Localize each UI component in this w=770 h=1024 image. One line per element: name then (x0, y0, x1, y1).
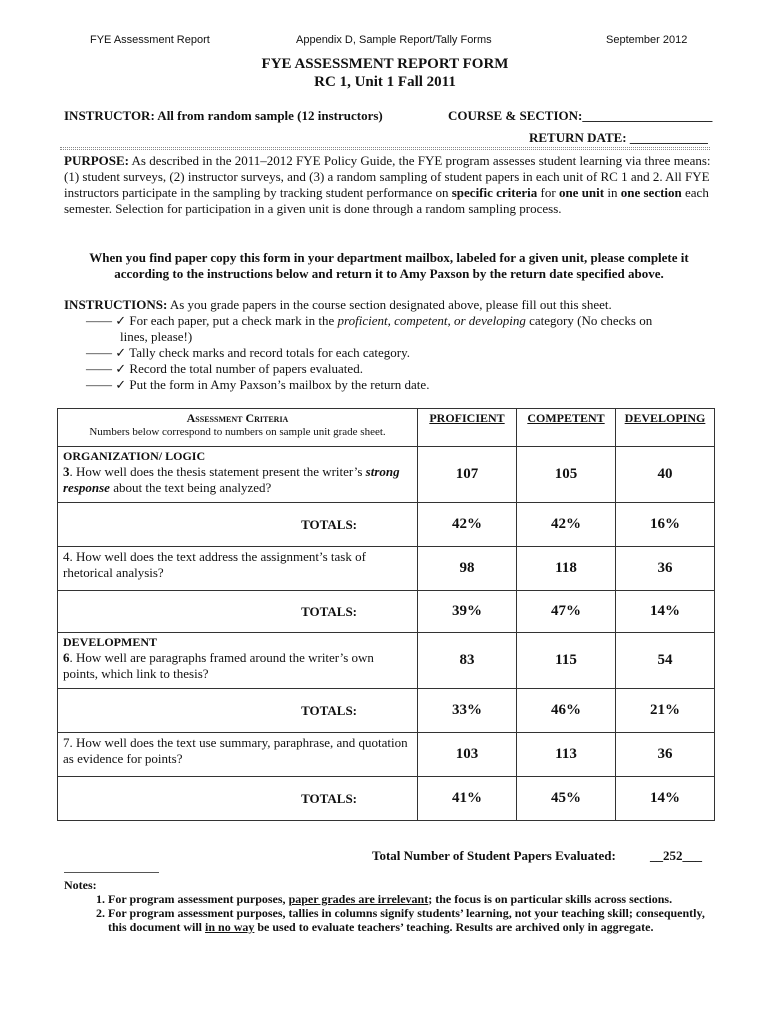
table-row (58, 547, 715, 591)
totals-label: TOTALS: (58, 777, 418, 821)
total-proficient[interactable]: 41% (418, 777, 517, 821)
criterion-emphasis: strong response (63, 464, 400, 495)
note-underline: paper grades are irrelevant (288, 892, 429, 906)
instruction-text: category (No checks on (525, 313, 653, 328)
table-row (58, 447, 715, 503)
criteria-note: Numbers below correspond to numbers on sample unit grade sheet. (89, 426, 386, 438)
divider (60, 149, 710, 150)
tally-competent[interactable]: 115 (517, 633, 616, 689)
assessment-table (57, 408, 715, 821)
return-date-field[interactable]: RETURN DATE: ____________ (529, 130, 708, 145)
purpose-text: for (537, 185, 559, 200)
note-text: be used to evaluate teachers’ teaching. Results are archived only in aggregate. (254, 920, 654, 934)
tally-proficient[interactable]: 107 (418, 447, 517, 503)
purpose-emphasis: one unit (558, 185, 605, 200)
purpose-emphasis: specific criteria (451, 185, 538, 200)
col-developing: DEVELOPING (616, 409, 715, 447)
total-proficient[interactable]: 33% (418, 689, 517, 733)
total-competent[interactable]: 46% (517, 689, 616, 733)
table-row (58, 633, 715, 689)
tally-proficient[interactable]: 83 (418, 633, 517, 689)
instruction-categories: proficient, competent, or developing (337, 313, 526, 328)
header-center: Appendix D, Sample Report/Tally Forms (296, 34, 492, 46)
purpose-paragraph (64, 153, 714, 217)
tally-proficient[interactable]: 98 (418, 547, 517, 591)
total-developing[interactable]: 16% (616, 503, 715, 547)
total-papers-label: Total Number of Student Papers Evaluated: (372, 848, 616, 863)
total-proficient[interactable]: 42% (418, 503, 517, 547)
instructions-intro-text: As you grade papers in the course section designated above, please fill out this sheet. (167, 297, 612, 312)
tally-developing[interactable]: 40 (616, 447, 715, 503)
tally-competent[interactable]: 118 (517, 547, 616, 591)
divider (60, 147, 710, 148)
criterion-cell (58, 633, 418, 689)
header-right: September 2012 (606, 34, 688, 46)
form-title: FYE ASSESSMENT REPORT FORM (261, 56, 509, 72)
note-text: For program assessment purposes, (108, 892, 289, 906)
note-underline: in no way (205, 920, 255, 934)
instruction-item: —— ✓ Record the total number of papers evaluated. (86, 361, 363, 376)
tally-competent[interactable]: 105 (517, 447, 616, 503)
instructions-intro (64, 297, 714, 313)
col-competent: COMPETENT (517, 409, 616, 447)
note-text: For program assessment purposes, tallies in columns signify students’ learning, not your teaching skill; consequently, this document will (108, 906, 705, 934)
tally-developing[interactable]: 36 (616, 733, 715, 777)
instruction-item (64, 313, 714, 329)
section-heading: DEVELOPMENT (63, 635, 158, 649)
totals-label: TOTALS: (58, 689, 418, 733)
purpose-text: in (604, 185, 621, 200)
table-row (58, 733, 715, 777)
criterion-text: . How well are paragraphs framed around the writer’s own points, which link to thesis? (63, 650, 374, 681)
instruction-text: —— ✓ For each paper, put a check mark in the (86, 313, 338, 328)
tally-developing[interactable]: 36 (616, 547, 715, 591)
course-section-field[interactable]: COURSE & SECTION:____________________ (448, 108, 713, 123)
form-subtitle: RC 1, Unit 1 Fall 2011 (314, 74, 456, 90)
instructor-field: INSTRUCTOR: All from random sample (12 instructors) (64, 108, 383, 123)
total-competent[interactable]: 42% (517, 503, 616, 547)
totals-row (58, 777, 715, 821)
instructions-label: INSTRUCTIONS: (64, 297, 168, 312)
instruction-item: —— ✓ Tally check marks and record totals for each category. (86, 345, 411, 360)
purpose-emphasis: one section (620, 185, 682, 200)
totals-row (58, 689, 715, 733)
tally-competent[interactable]: 113 (517, 733, 616, 777)
criterion-number: 3 (63, 464, 70, 479)
tally-proficient[interactable]: 103 (418, 733, 517, 777)
totals-row (58, 503, 715, 547)
purpose-label: PURPOSE: (64, 153, 129, 168)
mailbox-notice: When you find paper copy this form in your department mailbox, labeled for a given unit, please complete it according to the instructions below and return it to Amy Paxson by the return date specified above. (89, 250, 689, 281)
criteria-header (58, 409, 418, 447)
note-item (108, 892, 724, 906)
notes-label: Notes: (64, 878, 97, 892)
criterion-cell: 4. How well does the text address the assignment’s task of rhetorical analysis? (58, 547, 418, 591)
total-developing[interactable]: 14% (616, 777, 715, 821)
criterion-number: 6 (63, 650, 70, 665)
purpose-text: As described in the 2011–2012 FYE Policy Guide, the FYE program assesses student learning via three means: (1) student surveys, (2) instructor surveys, and (3) a random sampling of student papers in each unit of RC 1 and 2. All FYE instructors participate in the sampling by tracking student performance on (64, 153, 711, 200)
total-proficient[interactable]: 39% (418, 591, 517, 633)
col-proficient: PROFICIENT (418, 409, 517, 447)
criterion-text: . How well does the thesis statement present the writer’s (69, 464, 366, 479)
instructions (64, 297, 714, 393)
criterion-cell (58, 447, 418, 503)
criteria-title: Assessment Criteria (186, 411, 289, 425)
note-item (108, 906, 724, 934)
instruction-item-cont: lines, please!) (120, 329, 193, 344)
section-heading: ORGANIZATION/ LOGIC (63, 449, 206, 463)
header-left: FYE Assessment Report (90, 34, 210, 46)
total-competent[interactable]: 45% (517, 777, 616, 821)
criterion-text: about the text being analyzed? (109, 480, 272, 495)
total-competent[interactable]: 47% (517, 591, 616, 633)
instruction-item: —— ✓ Put the form in Amy Paxson’s mailbox by the return date. (86, 377, 430, 392)
total-developing[interactable]: 21% (616, 689, 715, 733)
totals-row (58, 591, 715, 633)
totals-label: TOTALS: (58, 503, 418, 547)
notes-section (64, 878, 724, 934)
total-papers-value[interactable]: __252___ (650, 848, 702, 863)
tally-developing[interactable]: 54 (616, 633, 715, 689)
totals-label: TOTALS: (58, 591, 418, 633)
total-developing[interactable]: 14% (616, 591, 715, 633)
table-header-row (58, 409, 715, 447)
notes-divider (64, 872, 159, 873)
purpose-text: each semester. Selection for participation in a given unit is done through a random sampling process. (64, 185, 709, 216)
criterion-cell: 7. How well does the text use summary, paraphrase, and quotation as evidence for points? (58, 733, 418, 777)
note-text: ; the focus is on particular skills across sections. (428, 892, 673, 906)
